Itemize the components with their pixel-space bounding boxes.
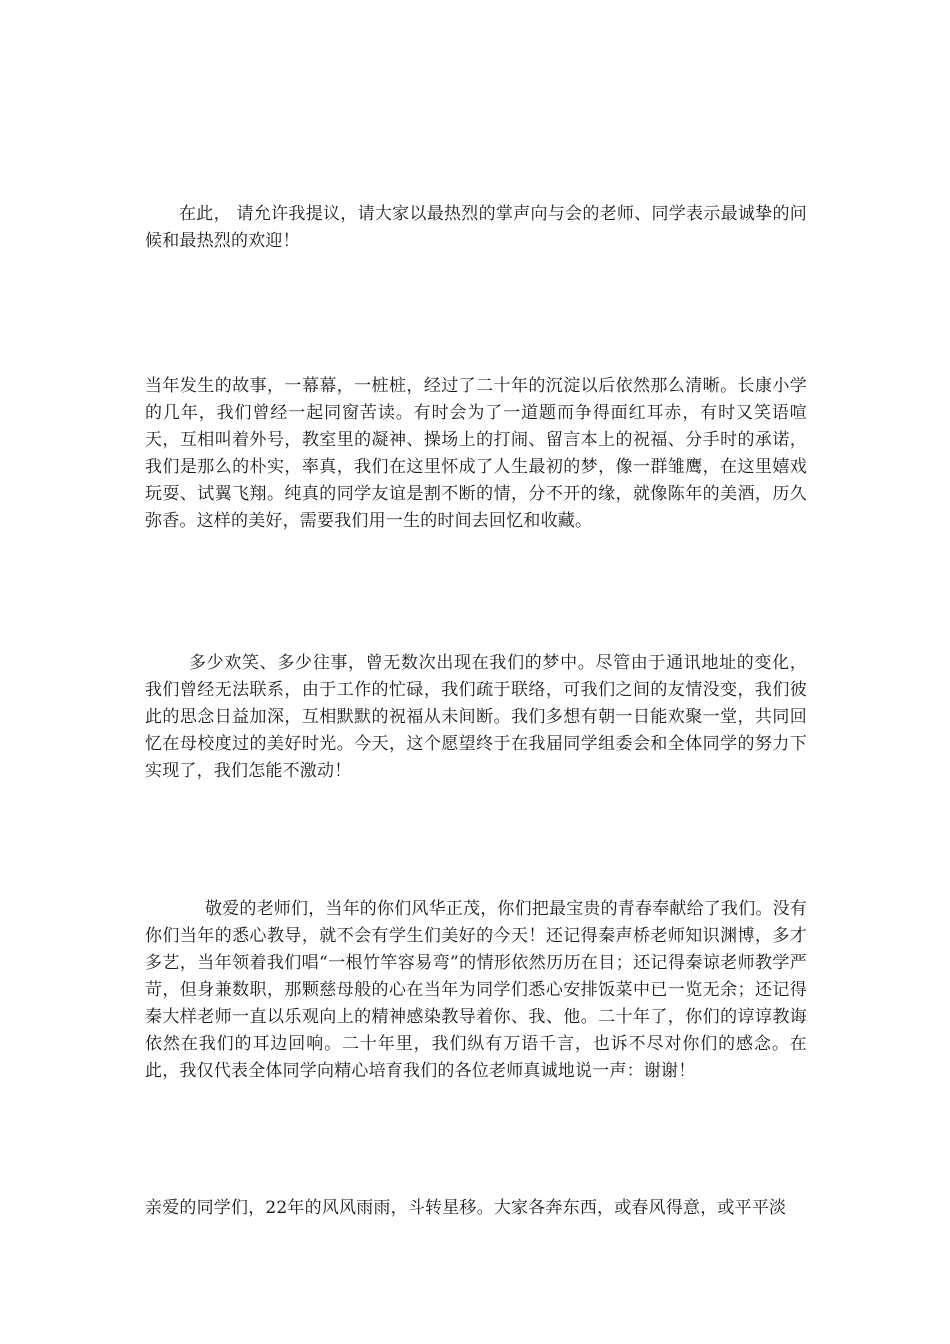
paragraph-reunion: 多少欢笑、多少往事，曾无数次出现在我们的梦中。尽管由于通讯地址的变化，我们曾经无法联系，由于工作的忙碌，我们疏于联络，可我们之间的友情没变，我们彼此的思念日益加深，互相默默的祝福从未间断。我们多想有朝一日能欢聚一堂，共同回忆在母校度过的美好时光。今天，这个愿望终于在我届同学组委会和全体同学的努力下实现了，我们怎能不激动！ [145, 653, 807, 781]
paragraph-memories: 当年发生的故事，一幕幕，一桩桩，经过了二十年的沉淀以后依然那么清晰。长康小学的几年，我们曾经一起同窗苦读。有时会为了一道题而争得面红耳赤，有时又笑语喧天，互相叫着外号，教室里的凝神、操场上的打闹、留言本上的祝福、分手时的承诺，我们是那么的朴实，率真，我们在这里怀成了人生最初的梦，像一群雏鹰，在这里嬉戏玩耍、试翼飞翔。纯真的同学友谊是割不断的情，分不开的缘，就像陈年的美酒，历久弥香。这样的美好，需要我们用一生的时间去回忆和收藏。 [145, 376, 807, 531]
paragraph-classmates: 亲爱的同学们，22年的风风雨雨，斗转星移。大家各奔东西，或春风得意，或平平淡 [145, 1198, 787, 1218]
paragraph-teachers: 敬爱的老师们，当年的你们风华正茂，你们把最宝贵的青春奉献给了我们。没有你们当年的悉心教导，就不会有学生们美好的今天！还记得秦声桥老师知识渊博，多才多艺，当年领着我们唱“一根竹竿容易弯”的情形依然历历在目；还记得秦谅老师教学严苛，但身兼数职，那颗慈母般的心在当年为同学们悉心安排饭菜中已一览无余；还记得秦大样老师一直以乐观向上的精神感染教导着你、我、他。二十年了，你们的谆谆教诲依然在我们的耳边回响。二十年里，我们纵有万语千言，也诉不尽对你们的感念。在此，我仅代表全体同学向精心培育我们的各位老师真诚地说一声：谢谢！ [145, 899, 807, 1081]
paragraph-welcome: 在此， 请允许我提议，请大家以最热烈的掌声向与会的老师、同学表示最诚挚的问候和最热烈的欢迎！ [145, 204, 807, 251]
